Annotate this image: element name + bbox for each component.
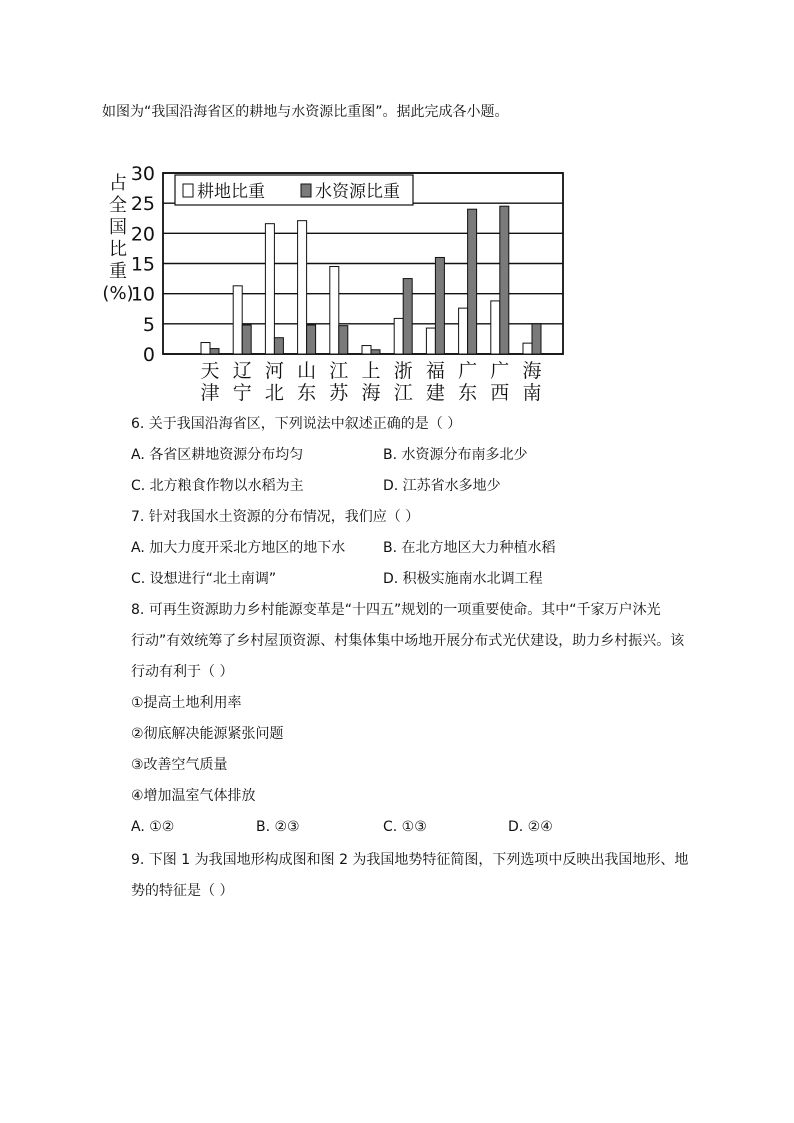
category-label-char: 东 [297,382,317,404]
bar-cropland [491,301,500,354]
bar-water [242,325,251,354]
question-7-option-c[interactable]: C. 设想进行“北土南调” [131,571,277,587]
question-8-option-a[interactable]: A. ①② [131,819,175,835]
bar-chart [100,165,570,405]
question-8-stem-line-1: 8. 可再生资源助力乡村能源变革是“十四五”规划的一项重要使命。其中“千家万户沐光 [131,602,661,618]
bar-cropland [201,343,210,354]
category-label-char: 南 [522,382,542,404]
bar-water [532,324,541,354]
bar-water [468,209,477,354]
question-8-option-d[interactable]: D. ②④ [508,819,553,835]
category-label-char: 建 [425,382,445,404]
bar-cropland [459,308,468,354]
question-6-stem: 6. 关于我国沿海省区，下列说法中叙述正确的是（ ） [131,416,462,432]
bar-cropland [330,267,339,354]
category-label-char: 海 [522,360,542,382]
bar-water [371,350,380,354]
intro-text: 如图为“我国沿海省区的耕地与水资源比重图”。据此完成各小题。 [102,104,509,120]
category-label-char: 江 [393,382,413,404]
category-label-char: 河 [264,360,284,382]
category-label-char: 福 [425,360,445,382]
category-label-char: 苏 [329,382,349,404]
bar-cropland [298,221,307,354]
category-label-char: 北 [264,382,284,404]
legend-label: 水资源比重 [315,182,400,202]
question-8-stem-line-3: 行动有利于（ ） [131,664,234,680]
question-8-item-2: ②彻底解决能源紧张问题 [131,726,284,742]
category-label-char: 广 [458,360,478,382]
y-tick-label: 10 [130,283,155,306]
bar-cropland [362,346,371,354]
y-tick-label: 0 [142,344,155,366]
y-axis-label-char: 全 [109,195,127,216]
question-6-option-b[interactable]: B. 水资源分布南多北少 [383,447,528,463]
question-6-option-a[interactable]: A. 各省区耕地资源分布均匀 [131,447,304,463]
category-label-char: 山 [297,360,317,382]
category-label-char: 津 [200,382,220,404]
question-7-option-d[interactable]: D. 积极实施南水北调工程 [383,571,543,587]
bar-water [307,325,316,354]
question-8-option-b[interactable]: B. ②③ [256,819,300,835]
bar-cropland [523,343,532,354]
category-label-char: 浙 [393,360,413,382]
bar-water [274,338,283,354]
category-label-char: 上 [361,360,381,382]
category-label-char: 江 [329,360,349,382]
y-tick-label: 15 [130,253,155,276]
y-tick-label: 25 [130,193,155,216]
bar-water [339,326,348,354]
question-9-stem-line-2: 势的特征是（ ） [131,883,234,899]
category-label-char: 辽 [232,360,252,382]
question-8-stem-line-2: 行动”有效统筹了乡村屋顶资源、村集体集中场地开展分布式光伏建设，助力乡村振兴。该 [131,633,685,649]
question-7-option-a[interactable]: A. 加大力度开采北方地区的地下水 [131,540,346,556]
legend-swatch [183,184,193,197]
category-label-char: 宁 [232,382,252,404]
category-label-char: 东 [458,382,478,404]
y-tick-label: 30 [130,165,155,185]
y-axis-label-char: (%) [102,283,134,304]
bar-cropland [233,286,242,354]
category-label-char: 天 [200,360,220,382]
question-6-option-c[interactable]: C. 北方粮食作物以水稻为主 [131,478,304,494]
legend-swatch [301,184,311,197]
bar-water [403,279,412,354]
y-axis-label-char: 重 [109,261,127,282]
question-9-stem-line-1: 9. 下图 1 为我国地形构成图和图 2 为我国地势特征简图，下列选项中反映出我国地形、地 [131,852,689,868]
bar-cropland [265,224,274,354]
question-8-item-4: ④增加温室气体排放 [131,788,256,804]
question-7-option-b[interactable]: B. 在北方地区大力种植水稻 [383,540,556,556]
question-8-option-c[interactable]: C. ①③ [383,819,427,835]
question-8-item-1: ①提高土地利用率 [131,695,242,711]
bar-water [500,206,509,354]
question-6-option-d[interactable]: D. 江苏省水多地少 [383,478,501,494]
question-7-stem: 7. 针对我国水土资源的分布情况，我们应（ ） [131,509,420,525]
y-tick-label: 20 [130,223,155,246]
y-axis-label-char: 占 [109,173,127,194]
bar-cropland [394,318,403,354]
bar-water [435,257,444,354]
question-8-item-3: ③改善空气质量 [131,757,228,773]
category-label-char: 西 [490,382,510,404]
category-label-char: 海 [361,382,381,404]
legend-label: 耕地比重 [197,182,265,202]
bar-water [210,349,219,354]
y-tick-label: 5 [142,313,155,336]
category-label-char: 广 [490,360,510,382]
y-axis-label-char: 国 [109,217,127,238]
y-axis-label-char: 比 [109,239,127,260]
bar-cropland [426,328,435,354]
